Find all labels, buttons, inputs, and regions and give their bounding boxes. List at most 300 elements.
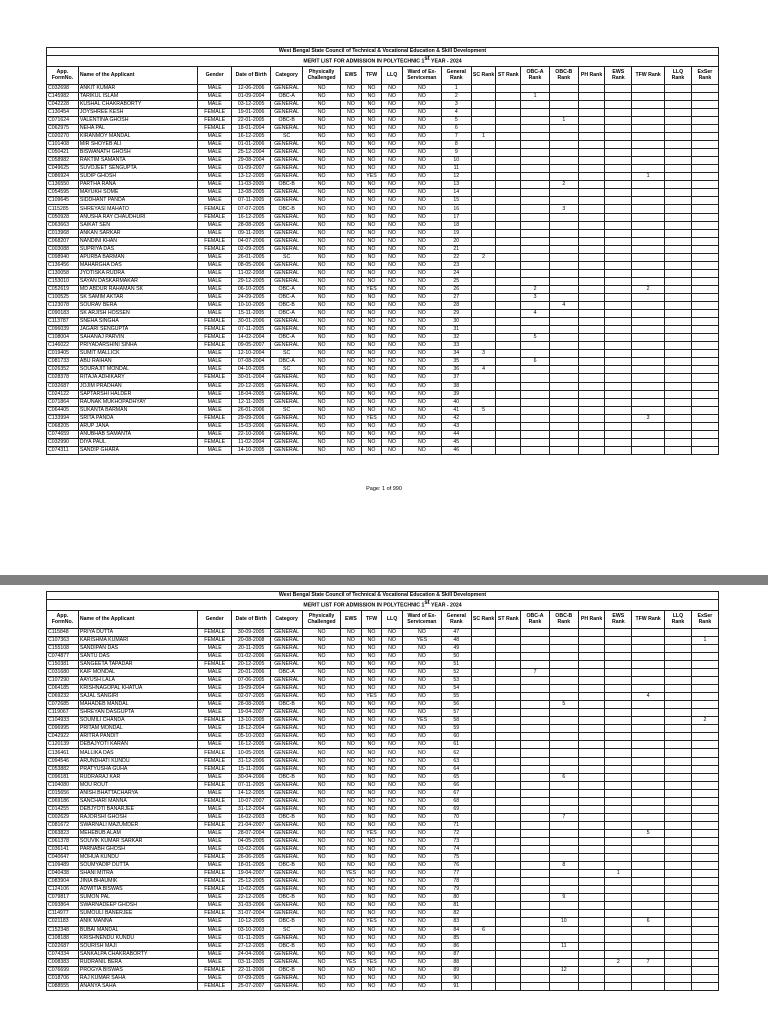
- cell-ews-rank: [605, 374, 632, 382]
- cell-form-no: C014255: [47, 805, 79, 813]
- cell-applicant-name: ANANYA SAHA: [78, 982, 197, 990]
- cell-gender: MALE: [198, 725, 232, 733]
- cell-st-rank: [496, 213, 521, 221]
- cell-date-of-birth: 27-12-2005: [232, 942, 271, 950]
- cell-st-rank: [496, 245, 521, 253]
- cell-exser-rank: [691, 652, 718, 660]
- cell-sc-rank: 4: [471, 366, 496, 374]
- cell-form-no: C108188: [47, 934, 79, 942]
- cell-exser-rank: [691, 326, 718, 334]
- cell-applicant-name: SNEHA SINGHA: [78, 318, 197, 326]
- cell-ews-rank: [605, 141, 632, 149]
- cell-obc-a-rank: [521, 398, 550, 406]
- cell-date-of-birth: 30-01-2006: [232, 318, 271, 326]
- cell-ex-serviceman: NO: [402, 926, 441, 934]
- cell-general-rank: 89: [441, 966, 471, 974]
- cell-obc-a-rank: [521, 660, 550, 668]
- table-row: [47, 165, 719, 173]
- cell-form-no: C069186: [47, 797, 79, 805]
- table-row: [47, 285, 719, 293]
- cell-general-rank: 21: [441, 245, 471, 253]
- cell-exser-rank: [691, 797, 718, 805]
- cell-llq-rank: [665, 669, 692, 677]
- cell-exser-rank: [691, 310, 718, 318]
- cell-tfw: NO: [361, 318, 382, 326]
- cell-tfw: NO: [361, 701, 382, 709]
- cell-category: GENERAL: [271, 910, 303, 918]
- cell-ex-serviceman: NO: [402, 430, 441, 438]
- column-header-tfw-rank: TFW Rank: [632, 610, 665, 628]
- cell-ph-rank: [578, 133, 605, 141]
- cell-tfw: NO: [361, 805, 382, 813]
- cell-ews: NO: [341, 878, 362, 886]
- cell-ph-rank: [578, 213, 605, 221]
- merit-table-page-1: [46, 47, 719, 455]
- cell-ph-rank: [578, 302, 605, 310]
- cell-ph-rank: [578, 910, 605, 918]
- cell-ews: NO: [341, 422, 362, 430]
- cell-st-rank: [496, 789, 521, 797]
- cell-form-no: C104933: [47, 717, 79, 725]
- cell-date-of-birth: 30-04-2006: [232, 773, 271, 781]
- cell-tfw: NO: [361, 294, 382, 302]
- cell-st-rank: [496, 382, 521, 390]
- cell-ph-rank: [578, 685, 605, 693]
- cell-date-of-birth: 22-11-2006: [232, 966, 271, 974]
- cell-llq: NO: [382, 918, 403, 926]
- cell-sc-rank: [471, 789, 496, 797]
- cell-exser-rank: [691, 277, 718, 285]
- cell-exser-rank: [691, 757, 718, 765]
- table-row: [47, 245, 719, 253]
- cell-tfw-rank: [632, 229, 665, 237]
- cell-category: OBC-B: [271, 773, 303, 781]
- cell-date-of-birth: 13-12-2005: [232, 173, 271, 181]
- cell-category: GENERAL: [271, 709, 303, 717]
- cell-tfw: YES: [361, 285, 382, 293]
- cell-general-rank: 1: [441, 84, 471, 92]
- cell-ews: NO: [341, 934, 362, 942]
- table-row: [47, 628, 719, 636]
- cell-obc-a-rank: [521, 717, 550, 725]
- cell-llq: NO: [382, 350, 403, 358]
- cell-tfw: NO: [361, 862, 382, 870]
- cell-physically-challenged: NO: [303, 318, 341, 326]
- cell-sc-rank: [471, 685, 496, 693]
- cell-tfw-rank: [632, 253, 665, 261]
- cell-tfw-rank: [632, 237, 665, 245]
- cell-llq-rank: [665, 181, 692, 189]
- cell-physically-challenged: NO: [303, 910, 341, 918]
- column-header-st-rank: ST Rank: [496, 610, 521, 628]
- cell-obc-b-rank: 2: [549, 181, 578, 189]
- cell-gender: FEMALE: [198, 749, 232, 757]
- cell-ex-serviceman: NO: [402, 838, 441, 846]
- cell-ph-rank: [578, 942, 605, 950]
- cell-general-rank: 50: [441, 652, 471, 660]
- cell-ews: NO: [341, 733, 362, 741]
- column-header-ews: EWS: [341, 610, 362, 628]
- cell-sc-rank: [471, 966, 496, 974]
- cell-llq: NO: [382, 237, 403, 245]
- cell-tfw: YES: [361, 414, 382, 422]
- cell-physically-challenged: NO: [303, 326, 341, 334]
- cell-obc-a-rank: [521, 165, 550, 173]
- cell-exser-rank: [691, 237, 718, 245]
- cell-tfw-rank: [632, 644, 665, 652]
- cell-ph-rank: [578, 677, 605, 685]
- cell-obc-b-rank: [549, 221, 578, 229]
- cell-date-of-birth: 29-09-2006: [232, 414, 271, 422]
- cell-date-of-birth: 22-12-2005: [232, 894, 271, 902]
- column-header-obc-b-rank: OBC-B Rank: [549, 66, 578, 84]
- cell-tfw-rank: [632, 749, 665, 757]
- cell-llq-rank: [665, 173, 692, 181]
- cell-applicant-name: RAUNAK MUKHOPADHYAY: [78, 398, 197, 406]
- cell-ews-rank: [605, 422, 632, 430]
- cell-ph-rank: [578, 108, 605, 116]
- cell-form-no: C109645: [47, 197, 79, 205]
- cell-applicant-name: SAJAL SANGIRI: [78, 693, 197, 701]
- cell-physically-challenged: NO: [303, 302, 341, 310]
- cell-form-no: C081733: [47, 358, 79, 366]
- cell-gender: FEMALE: [198, 636, 232, 644]
- cell-obc-a-rank: [521, 261, 550, 269]
- cell-ph-rank: [578, 277, 605, 285]
- cell-ph-rank: [578, 430, 605, 438]
- cell-ews-rank: [605, 636, 632, 644]
- cell-gender: MALE: [198, 926, 232, 934]
- cell-tfw-rank: [632, 717, 665, 725]
- cell-general-rank: 63: [441, 757, 471, 765]
- cell-general-rank: 2: [441, 92, 471, 100]
- cell-exser-rank: [691, 846, 718, 854]
- cell-category: SC: [271, 926, 303, 934]
- cell-ews-rank: [605, 149, 632, 157]
- table-row: [47, 982, 719, 990]
- cell-tfw: NO: [361, 644, 382, 652]
- cell-exser-rank: [691, 398, 718, 406]
- cell-obc-b-rank: [549, 406, 578, 414]
- cell-obc-a-rank: [521, 902, 550, 910]
- cell-tfw-rank: [632, 205, 665, 213]
- cell-physically-challenged: NO: [303, 854, 341, 862]
- cell-sc-rank: [471, 221, 496, 229]
- cell-form-no: C054595: [47, 189, 79, 197]
- cell-form-no: C042922: [47, 733, 79, 741]
- cell-llq-rank: [665, 966, 692, 974]
- cell-ews-rank: [605, 926, 632, 934]
- cell-ews-rank: [605, 398, 632, 406]
- cell-obc-a-rank: [521, 652, 550, 660]
- cell-form-no: C124106: [47, 886, 79, 894]
- cell-general-rank: 69: [441, 805, 471, 813]
- cell-ews-rank: [605, 108, 632, 116]
- cell-ex-serviceman: NO: [402, 765, 441, 773]
- cell-st-rank: [496, 205, 521, 213]
- cell-tfw: NO: [361, 669, 382, 677]
- cell-st-rank: [496, 294, 521, 302]
- cell-ews: NO: [341, 318, 362, 326]
- cell-llq-rank: [665, 701, 692, 709]
- cell-physically-challenged: NO: [303, 237, 341, 245]
- column-header-obc-a-rank: OBC-A Rank: [521, 66, 550, 84]
- cell-category: GENERAL: [271, 229, 303, 237]
- table-row: [47, 685, 719, 693]
- cell-exser-rank: [691, 261, 718, 269]
- cell-ex-serviceman: NO: [402, 942, 441, 950]
- cell-llq-rank: [665, 261, 692, 269]
- cell-obc-b-rank: [549, 237, 578, 245]
- cell-sc-rank: [471, 870, 496, 878]
- cell-obc-a-rank: [521, 277, 550, 285]
- table-row: [47, 660, 719, 668]
- cell-date-of-birth: 31-12-2006: [232, 757, 271, 765]
- cell-llq-rank: [665, 862, 692, 870]
- cell-obc-b-rank: [549, 149, 578, 157]
- cell-st-rank: [496, 285, 521, 293]
- cell-applicant-name: SUPRIYA DAS: [78, 245, 197, 253]
- cell-llq-rank: [665, 430, 692, 438]
- cell-tfw: NO: [361, 430, 382, 438]
- cell-exser-rank: [691, 92, 718, 100]
- cell-tfw-rank: [632, 821, 665, 829]
- cell-applicant-name: SUKANTA BARMAN: [78, 406, 197, 414]
- cell-form-no: C096181: [47, 773, 79, 781]
- table-row: [47, 652, 719, 660]
- cell-tfw: NO: [361, 870, 382, 878]
- cell-st-rank: [496, 677, 521, 685]
- cell-gender: FEMALE: [198, 797, 232, 805]
- cell-physically-challenged: NO: [303, 277, 341, 285]
- cell-gender: MALE: [198, 862, 232, 870]
- cell-tfw: NO: [361, 342, 382, 350]
- cell-exser-rank: [691, 438, 718, 446]
- cell-ex-serviceman: NO: [402, 950, 441, 958]
- cell-llq: NO: [382, 342, 403, 350]
- cell-ews: NO: [341, 181, 362, 189]
- cell-llq-rank: [665, 84, 692, 92]
- cell-exser-rank: [691, 958, 718, 966]
- cell-sc-rank: [471, 189, 496, 197]
- cell-ph-rank: [578, 253, 605, 261]
- cell-tfw-rank: 7: [632, 958, 665, 966]
- cell-physically-challenged: NO: [303, 446, 341, 454]
- cell-obc-b-rank: [549, 733, 578, 741]
- cell-general-rank: 44: [441, 430, 471, 438]
- merit-list-title: MERIT LIST FOR ADMISSION IN POLYTECHNIC 1st YEAR - 2024: [47, 600, 719, 611]
- cell-tfw-rank: [632, 701, 665, 709]
- cell-tfw: NO: [361, 398, 382, 406]
- cell-tfw: NO: [361, 733, 382, 741]
- table-row: [47, 181, 719, 189]
- cell-tfw-rank: [632, 100, 665, 108]
- cell-physically-challenged: NO: [303, 125, 341, 133]
- cell-general-rank: 81: [441, 902, 471, 910]
- cell-date-of-birth: 07-11-2005: [232, 781, 271, 789]
- cell-applicant-name: MOHUA KUNDU: [78, 854, 197, 862]
- cell-obc-a-rank: [521, 237, 550, 245]
- cell-general-rank: 59: [441, 725, 471, 733]
- cell-date-of-birth: 04-05-2005: [232, 838, 271, 846]
- cell-ph-rank: [578, 789, 605, 797]
- cell-llq: NO: [382, 862, 403, 870]
- column-header-category: Category: [271, 66, 303, 84]
- cell-gender: FEMALE: [198, 660, 232, 668]
- cell-applicant-name: JOJIM PRADHAN: [78, 382, 197, 390]
- cell-applicant-name: SAPTARSHI HALDER: [78, 390, 197, 398]
- cell-ex-serviceman: NO: [402, 157, 441, 165]
- cell-sc-rank: [471, 181, 496, 189]
- cell-gender: MALE: [198, 838, 232, 846]
- cell-applicant-name: BUBAI MANDAL: [78, 926, 197, 934]
- cell-category: GENERAL: [271, 974, 303, 982]
- cell-ews-rank: [605, 878, 632, 886]
- cell-obc-a-rank: [521, 181, 550, 189]
- table-row: [47, 173, 719, 181]
- cell-obc-b-rank: [549, 310, 578, 318]
- cell-ews: NO: [341, 414, 362, 422]
- cell-ex-serviceman: NO: [402, 660, 441, 668]
- cell-applicant-name: PARTHA RANA: [78, 181, 197, 189]
- cell-physically-challenged: NO: [303, 942, 341, 950]
- cell-ews-rank: [605, 717, 632, 725]
- cell-form-no: C069232: [47, 693, 79, 701]
- cell-sc-rank: [471, 934, 496, 942]
- cell-ph-rank: [578, 390, 605, 398]
- cell-llq: NO: [382, 910, 403, 918]
- cell-st-rank: [496, 173, 521, 181]
- cell-llq: NO: [382, 253, 403, 261]
- cell-obc-a-rank: [521, 133, 550, 141]
- cell-llq-rank: [665, 652, 692, 660]
- cell-tfw: NO: [361, 221, 382, 229]
- cell-form-no: C086924: [47, 173, 79, 181]
- cell-sc-rank: [471, 197, 496, 205]
- cell-date-of-birth: 18-04-2005: [232, 390, 271, 398]
- column-header-general-rank: General Rank: [441, 610, 471, 628]
- cell-applicant-name: APURBA BARMAN: [78, 253, 197, 261]
- cell-form-no: C114977: [47, 910, 79, 918]
- cell-ex-serviceman: NO: [402, 125, 441, 133]
- cell-ph-rank: [578, 669, 605, 677]
- cell-tfw-rank: [632, 685, 665, 693]
- cell-date-of-birth: 01-11-2005: [232, 934, 271, 942]
- cell-gender: MALE: [198, 358, 232, 366]
- cell-form-no: C022687: [47, 942, 79, 950]
- cell-tfw-rank: [632, 213, 665, 221]
- cell-ex-serviceman: NO: [402, 446, 441, 454]
- cell-exser-rank: [691, 813, 718, 821]
- cell-date-of-birth: 04-10-2005: [232, 366, 271, 374]
- cell-gender: FEMALE: [198, 334, 232, 342]
- cell-obc-b-rank: [549, 797, 578, 805]
- cell-llq: NO: [382, 701, 403, 709]
- cell-physically-challenged: NO: [303, 438, 341, 446]
- cell-ews: YES: [341, 870, 362, 878]
- cell-ews-rank: [605, 189, 632, 197]
- cell-ph-rank: [578, 821, 605, 829]
- cell-llq-rank: [665, 414, 692, 422]
- cell-physically-challenged: NO: [303, 165, 341, 173]
- cell-sc-rank: [471, 173, 496, 181]
- cell-applicant-name: RAJ KUMAR SAHA: [78, 974, 197, 982]
- cell-st-rank: [496, 741, 521, 749]
- cell-tfw: NO: [361, 205, 382, 213]
- cell-general-rank: 8: [441, 141, 471, 149]
- cell-applicant-name: SK SAMIM AKTAR: [78, 294, 197, 302]
- cell-ex-serviceman: NO: [402, 870, 441, 878]
- cell-st-rank: [496, 84, 521, 92]
- cell-ews: NO: [341, 358, 362, 366]
- cell-ex-serviceman: NO: [402, 886, 441, 894]
- cell-ph-rank: [578, 125, 605, 133]
- cell-sc-rank: [471, 765, 496, 773]
- cell-applicant-name: SANDIP GHARA: [78, 446, 197, 454]
- table-row: [47, 958, 719, 966]
- cell-exser-rank: [691, 829, 718, 837]
- cell-sc-rank: [471, 652, 496, 660]
- cell-form-no: C031680: [47, 669, 79, 677]
- cell-gender: FEMALE: [198, 854, 232, 862]
- cell-obc-b-rank: [549, 749, 578, 757]
- cell-sc-rank: [471, 294, 496, 302]
- cell-gender: MALE: [198, 974, 232, 982]
- cell-gender: MALE: [198, 846, 232, 854]
- cell-ph-rank: [578, 149, 605, 157]
- cell-obc-b-rank: [549, 934, 578, 942]
- cell-ph-rank: [578, 221, 605, 229]
- cell-ews-rank: [605, 221, 632, 229]
- cell-general-rank: 30: [441, 318, 471, 326]
- cell-gender: FEMALE: [198, 237, 232, 245]
- cell-physically-challenged: NO: [303, 366, 341, 374]
- column-header-ews: EWS: [341, 66, 362, 84]
- cell-sc-rank: [471, 701, 496, 709]
- table-row: [47, 438, 719, 446]
- cell-sc-rank: [471, 414, 496, 422]
- cell-llq-rank: [665, 918, 692, 926]
- table-row: [47, 430, 719, 438]
- cell-form-no: C107363: [47, 636, 79, 644]
- cell-sc-rank: [471, 958, 496, 966]
- cell-ews: NO: [341, 334, 362, 342]
- cell-date-of-birth: 29-08-2004: [232, 157, 271, 165]
- cell-gender: MALE: [198, 197, 232, 205]
- cell-physically-challenged: NO: [303, 902, 341, 910]
- cell-sc-rank: [471, 446, 496, 454]
- cell-general-rank: 82: [441, 910, 471, 918]
- cell-ex-serviceman: NO: [402, 189, 441, 197]
- cell-tfw-rank: [632, 846, 665, 854]
- cell-physically-challenged: NO: [303, 205, 341, 213]
- cell-llq: NO: [382, 205, 403, 213]
- cell-tfw: NO: [361, 878, 382, 886]
- cell-physically-challenged: NO: [303, 414, 341, 422]
- column-header-category: Category: [271, 610, 303, 628]
- cell-obc-b-rank: [549, 982, 578, 990]
- cell-obc-b-rank: [549, 173, 578, 181]
- cell-exser-rank: [691, 733, 718, 741]
- table-row: [47, 125, 719, 133]
- cell-ph-rank: [578, 838, 605, 846]
- cell-ews: NO: [341, 894, 362, 902]
- cell-applicant-name: MOU ROUT: [78, 781, 197, 789]
- cell-llq: NO: [382, 334, 403, 342]
- cell-ews: NO: [341, 430, 362, 438]
- table-row: [47, 636, 719, 644]
- cell-tfw: NO: [361, 677, 382, 685]
